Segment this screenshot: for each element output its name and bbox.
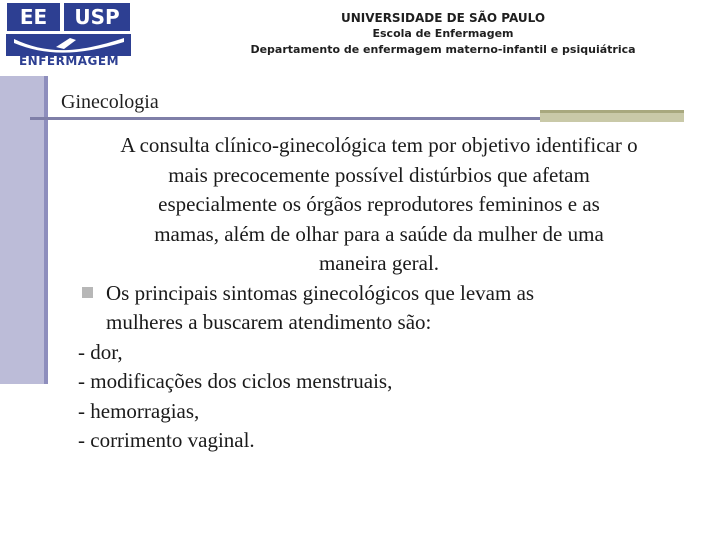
- slide-body: [78, 131, 680, 456]
- bird-emblem-icon: [6, 34, 131, 56]
- bullet-line: mulheres a buscarem atendimento são:: [106, 310, 432, 334]
- intro-line: mais precocemente possível distúrbios que afetam: [168, 162, 590, 187]
- logo-ee-box: [6, 2, 61, 32]
- university-name: UNIVERSIDADE DE SÃO PAULO: [340, 11, 546, 25]
- institution-header: [228, 10, 658, 58]
- logo-brand-text: ENFERMAGEM: [18, 54, 120, 68]
- department-name: Departamento de enfermagem materno-infantil e psiquiátrica: [250, 43, 636, 56]
- symptom-item: - dor,: [78, 339, 123, 364]
- intro-line: A consulta clínico-ginecológica tem por objetivo identificar o: [120, 133, 638, 157]
- right-bar-top-edge: [540, 110, 684, 113]
- symptom-item: - hemorragias,: [78, 398, 200, 423]
- square-bullet-icon: [82, 287, 93, 298]
- symptom-list: [78, 338, 680, 456]
- bullet-line: Os principais sintomas ginecológicos que levam as: [106, 280, 535, 305]
- title-underline: [30, 117, 540, 120]
- symptom-item: - modificações dos ciclos menstruais,: [78, 369, 393, 393]
- ee-usp-logo: [6, 2, 134, 70]
- intro-line: mamas, além de olhar para a saúde da mulher de uma: [154, 221, 604, 246]
- intro-paragraph: [78, 131, 680, 279]
- left-decorative-bar: [0, 76, 47, 384]
- intro-line: maneira geral.: [318, 251, 440, 275]
- slide-title: Ginecologia: [61, 91, 159, 113]
- bullet-paragraph: [78, 279, 680, 338]
- logo-usp-text: USP: [74, 5, 120, 29]
- school-name: Escola de Enfermagem: [372, 27, 514, 40]
- symptom-item: - corrimento vaginal.: [78, 428, 255, 452]
- logo-ee-text: EE: [19, 5, 48, 29]
- logo-usp-box: [63, 2, 131, 32]
- left-bar-edge: [44, 76, 48, 384]
- intro-line: especialmente os órgãos reprodutores femininos e as: [158, 192, 600, 216]
